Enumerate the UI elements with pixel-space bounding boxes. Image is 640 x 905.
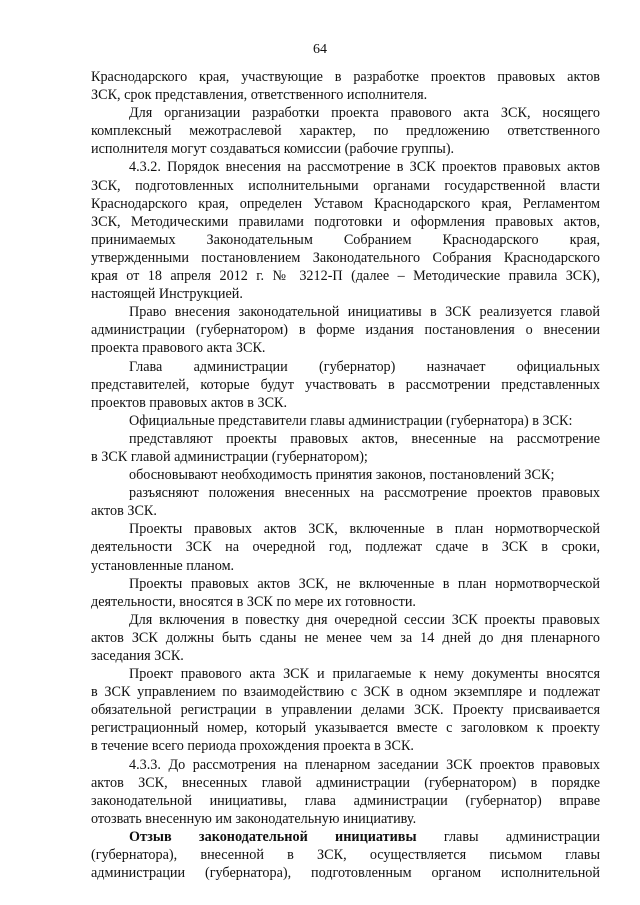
text-line: комплексный межотраслевой характер, по предложению ответственного xyxy=(91,123,600,140)
page-number: 64 xyxy=(313,42,327,57)
text-line: регистрационный номер, который указывается вместе с заголовком к проекту xyxy=(91,720,600,737)
text-line: деятельности ЗСК на очередной год, подлежат сдаче в ЗСК в сроки, xyxy=(91,539,600,556)
text-line: Краснодарского края, участвующие в разработке проектов правовых актов xyxy=(91,69,600,85)
text-line: проекта правового акта ЗСК. xyxy=(91,340,266,357)
line-remainder: главы администрации xyxy=(416,828,600,845)
text-line: края от 18 апреля 2012 г. № 3212-П (далее – Методические правила ЗСК), xyxy=(91,268,600,285)
text-line: представителей, которые будут участвовать в рассмотрении представленных xyxy=(91,376,600,393)
text-line: актов ЗСК должны быть сданы не менее чем за 14 дней до дня пленарного xyxy=(91,629,600,646)
bold-phrase: Отзыв законодательной инициативы xyxy=(129,828,417,845)
text-line: Для включения в повестку дня очередной сессии ЗСК проекты правовых xyxy=(129,611,600,628)
text-line: утвержденными постановлением Законодательного Собрания Краснодарского xyxy=(91,249,600,266)
text-line: Для организации разработки проекта правового акта ЗСК, носящего xyxy=(129,105,600,122)
text-line: принимаемых Законодательным Собранием Краснодарского края, xyxy=(91,231,600,248)
text-line: обосновывают необходимость принятия законов, постановлений ЗСК; xyxy=(129,467,555,484)
text-line: представляют проекты правовых актов, внесенные на рассмотрение xyxy=(129,430,600,447)
text-line: законодательной инициативы, глава администрации (губернатор) вправе xyxy=(91,792,600,809)
text-line: Глава администрации (губернатор) назначает официальных xyxy=(129,358,600,375)
text-line: в ЗСК главой администрации (губернатором); xyxy=(91,448,368,465)
text-line: в ЗСК управлением по взаимодействию с ЗСК в одном экземпляре и подлежат xyxy=(91,684,600,701)
text-line: Проект правового акта ЗСК и прилагаемые к нему документы вносятся xyxy=(129,666,600,683)
text-line: 4.3.3. До рассмотрения на пленарном заседании ЗСК проектов правовых xyxy=(129,756,600,773)
text-line: отозвать внесенную им законодательную инициативу. xyxy=(91,810,417,827)
text-line: разъясняют положения внесенных на рассмотрение проектов правовых xyxy=(129,485,600,502)
text-line: обязательной регистрации в управлении делами ЗСК. Проекту присваивается xyxy=(91,702,600,719)
document-body xyxy=(91,68,600,882)
text-line: ЗСК, Методическими правилами подготовки и оформления правовых актов, xyxy=(91,213,600,230)
text-line: проектов правовых актов в ЗСК. xyxy=(91,394,288,411)
text-line: в течение всего периода прохождения проекта в ЗСК. xyxy=(91,738,414,755)
text-line: администрации (губернатора), подготовленным органом исполнительной xyxy=(91,865,600,882)
text-line: (губернатора), внесенной в ЗСК, осуществляется письмом главы xyxy=(91,847,600,864)
text-line: ЗСК, подготовленных исполнительными органами государственной власти xyxy=(91,177,600,194)
text-line: Право внесения законодательной инициативы в ЗСК реализуется главой xyxy=(129,304,600,321)
text-line: заседания ЗСК. xyxy=(91,648,184,664)
text-line: исполнителя могут создаваться комиссии (рабочие группы). xyxy=(91,141,455,158)
text-line: Официальные представители главы администрации (губернатора) в ЗСК: xyxy=(129,412,573,429)
text-line-bold-lead xyxy=(91,828,600,846)
text-line: администрации (губернатором) в форме издания постановления о внесении xyxy=(91,322,600,339)
text-line: деятельности, вносятся в ЗСК по мере их готовности. xyxy=(91,593,416,610)
text-line: Проекты правовых актов ЗСК, включенные в план нормотворческой xyxy=(129,521,600,538)
text-line: актов ЗСК. xyxy=(91,503,157,520)
text-line: актов ЗСК, внесенных главой администрации (губернатором) в порядке xyxy=(91,774,600,791)
text-line: ЗСК, срок представления, ответственного исполнителя. xyxy=(91,87,428,104)
text-line: настоящей Инструкцией. xyxy=(91,286,243,303)
text-line: 4.3.2. Порядок внесения на рассмотрение в ЗСК проектов правовых актов xyxy=(129,159,600,176)
text-line: Проекты правовых актов ЗСК, не включенные в план нормотворческой xyxy=(129,575,600,592)
text-line: Краснодарского края, определен Уставом Краснодарского края, Регламентом xyxy=(91,195,600,212)
text-line: установленные планом. xyxy=(91,557,235,574)
